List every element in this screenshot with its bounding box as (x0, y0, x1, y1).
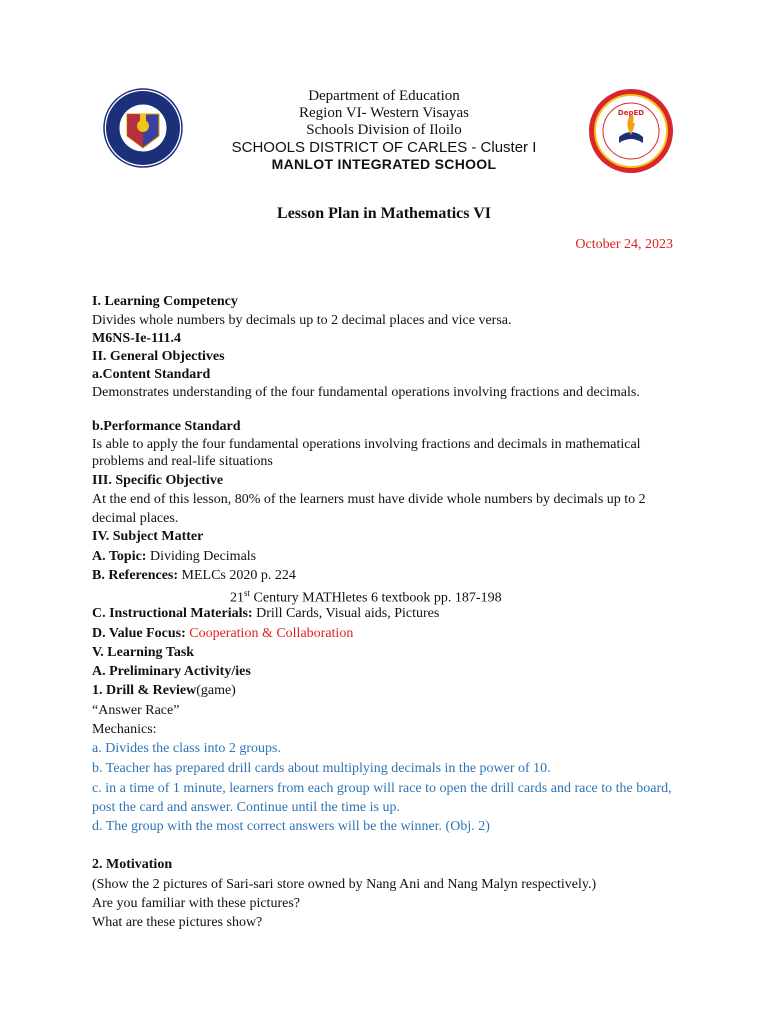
performance-standard-text: Is able to apply the four fundamental operations involving fractions and decimals in mathematical problems and real-life situations (92, 437, 641, 469)
references-label: B. References: (92, 568, 179, 583)
drill-review-heading: 1. Drill & Review (92, 683, 197, 698)
drill-review-paren: (game) (196, 683, 236, 698)
motivation-text: (Show the 2 pictures of Sari-sari store owned by Nang Ani and Nang Malyn respectively.) (92, 877, 597, 892)
svg-text:DepED: DepED (617, 109, 645, 117)
lesson-date: October 24, 2023 (575, 237, 673, 252)
content-standard-text: Demonstrates understanding of the four fundamental operations involving fractions and decimals. (92, 385, 640, 400)
header-division: Schools Division of Iloilo (306, 122, 462, 138)
ref-rest: Century MATHletes 6 textbook pp. 187-198 (253, 590, 502, 606)
mechanic-c: c. in a time of 1 minute, learners from each group will race to open the drill cards and race to the board, post the card and answer. Continue until the time is up. (92, 781, 672, 815)
ref-number: 21 (230, 590, 244, 606)
deped-seal-logo (88, 88, 198, 168)
header-school: MANLOT INTEGRATED SCHOOL (271, 156, 497, 172)
header-district: SCHOOLS DISTRICT OF CARLES - Cluster I (231, 139, 537, 156)
school-logo (584, 88, 678, 174)
section-learning-competency: I. Learning Competency (92, 294, 238, 309)
topic-label: A. Topic: (92, 549, 147, 564)
materials-line (92, 605, 439, 622)
competency-code: M6NS-Ie-111.4 (92, 331, 182, 346)
value-focus-line (92, 625, 353, 642)
header-region: Region VI- Western Visayas (299, 105, 469, 121)
section-specific-objective: III. Specific Objective (92, 473, 224, 488)
question-2: What are these pictures show? (92, 915, 263, 930)
materials-label: C. Instructional Materials: (92, 606, 253, 621)
topic-value: Dividing Decimals (149, 549, 257, 564)
preliminary-activities-heading: A. Preliminary Activity/ies (92, 664, 251, 679)
motivation-heading: 2. Motivation (92, 857, 173, 872)
references-line (92, 567, 296, 584)
drill-review-line (92, 682, 236, 699)
mechanic-b: b. Teacher has prepared drill cards about multiplying decimals in the power of 10. (92, 761, 551, 776)
game-name: “Answer Race” (92, 703, 180, 718)
references-value-1: MELCs 2020 p. 224 (181, 568, 296, 583)
header-department: Department of Education (308, 88, 460, 104)
value-focus-label: D. Value Focus: (92, 626, 186, 641)
topic-line (92, 548, 256, 565)
content-standard-heading: a.Content Standard (92, 367, 211, 382)
section-learning-task: V. Learning Task (92, 645, 195, 660)
mechanic-a: a. Divides the class into 2 groups. (92, 741, 281, 756)
section-general-objectives: II. General Objectives (92, 349, 225, 364)
question-1: Are you familiar with these pictures? (92, 896, 300, 911)
page-title: Lesson Plan in Mathematics VI (277, 205, 491, 222)
mechanics-label: Mechanics: (92, 722, 157, 737)
materials-value: Drill Cards, Visual aids, Pictures (256, 606, 440, 621)
ref-superscript: st (244, 588, 251, 598)
mechanic-d: d. The group with the most correct answers will be the winner. (Obj. 2) (92, 819, 490, 834)
value-focus-value: Cooperation & Collaboration (189, 626, 354, 641)
learning-competency-text: Divides whole numbers by decimals up to 2 decimal places and vice versa. (92, 313, 512, 328)
section-subject-matter: IV. Subject Matter (92, 529, 204, 544)
performance-standard-heading: b.Performance Standard (92, 419, 241, 434)
specific-objective-text: At the end of this lesson, 80% of the learners must have divide whole numbers by decimals up to 2 decimal places. (92, 492, 646, 526)
references-line-2 (230, 585, 502, 607)
